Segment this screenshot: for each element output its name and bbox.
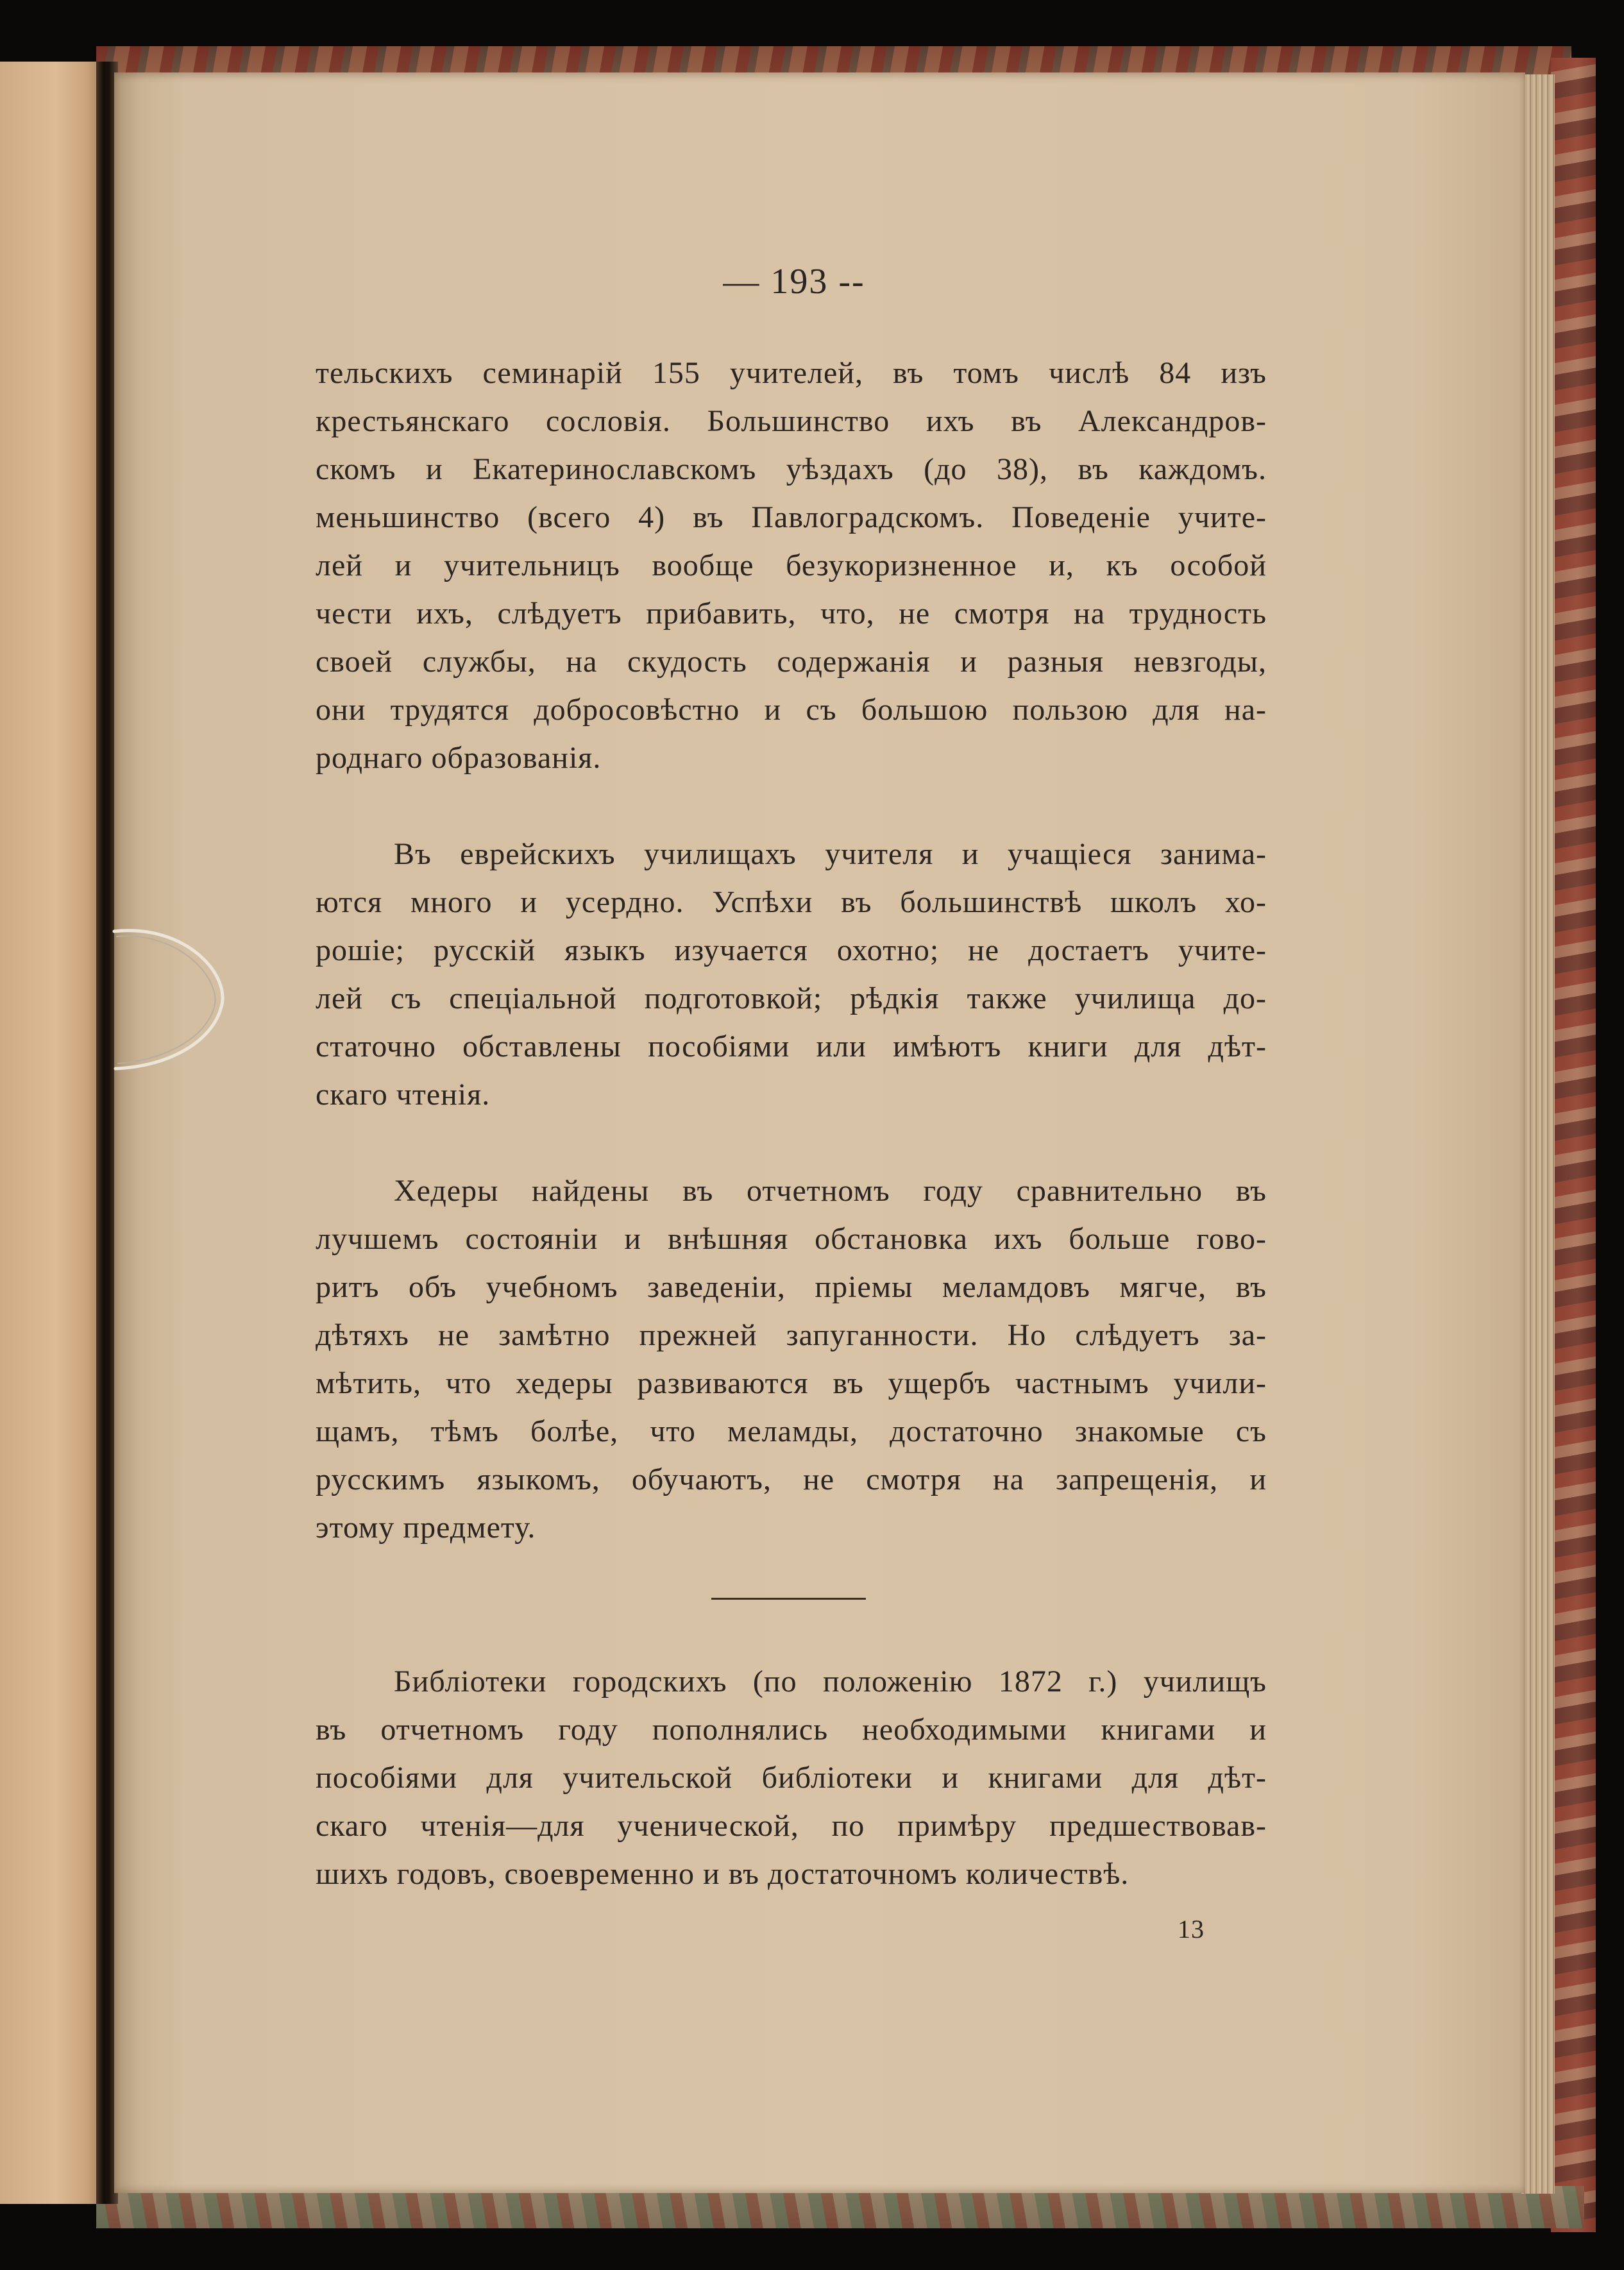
previous-page-edge: [0, 62, 103, 2204]
paragraph-seminary-teachers: [316, 349, 1267, 782]
text-line: шихъ годовъ, своевременно и въ достаточномъ количествѣ.: [316, 1857, 1129, 1891]
text-line: дѣтяхъ не замѣтно прежней запуганности. Но слѣдуетъ за-: [316, 1318, 1267, 1352]
text-line: пособіями для учительской библіотеки и книгами для дѣт-: [316, 1761, 1267, 1795]
text-line: въ отчетномъ году пополнялись необходимыми книгами и: [316, 1713, 1267, 1747]
text-line: Въ еврейскихъ училищахъ учителя и учащіеся занима-: [394, 837, 1267, 871]
text-line: своей службы, на скудость содержанія и разныя невзгоды,: [316, 645, 1267, 679]
text-line: русскимъ языкомъ, обучаютъ, не смотря на запрещенія, и: [316, 1462, 1267, 1496]
text-line: роднаго образованія.: [316, 741, 602, 775]
text-line: рошіе; русскій языкъ изучается охотно; не достаетъ учите-: [316, 933, 1267, 967]
text-line: скаго чтенія—для ученической, по примѣру предшествовав-: [316, 1809, 1267, 1843]
page-number-header: — 193 --: [723, 262, 865, 301]
text-line: мѣтить, что хедеры развиваются въ ущербъ частнымъ учили-: [316, 1366, 1267, 1400]
text-line: тельскихъ семинарій 155 учителей, въ томъ числѣ 84 изъ: [316, 356, 1267, 390]
text-line: ритъ объ учебномъ заведеніи, пріемы меламдовъ мягче, въ: [316, 1270, 1267, 1304]
paragraph-libraries: [316, 1657, 1267, 1898]
binding-thread: [103, 917, 244, 1084]
text-line: Хедеры найдены въ отчетномъ году сравнительно въ: [394, 1174, 1267, 1208]
text-line: скаго чтенія.: [316, 1078, 491, 1112]
text-line: лей съ спеціальной подготовкой; рѣдкія также училища до-: [316, 981, 1267, 1015]
text-line: лучшемъ состояніи и внѣшняя обстановка ихъ больше гово-: [316, 1222, 1267, 1256]
book-cover-right: [1551, 58, 1596, 2232]
section-divider: [711, 1598, 866, 1600]
text-line: крестьянскаго сословія. Большинство ихъ въ Александров-: [316, 404, 1267, 438]
paragraph-cheders: [316, 1167, 1267, 1552]
page-edges: [1521, 74, 1555, 2194]
text-line: они трудятся добросовѣстно и съ большою пользою для на-: [316, 693, 1267, 727]
text-line: меньшинство (всего 4) въ Павлоградскомъ. Поведеніе учите-: [316, 500, 1267, 534]
text-line: статочно обставлены пособіями или имѣютъ книги для дѣт-: [316, 1029, 1267, 1063]
text-line: Библіотеки городскихъ (по положенію 1872 г.) училищъ: [394, 1664, 1267, 1698]
signature-mark: 13: [1178, 1915, 1205, 1944]
text-line: лей и учительницъ вообще безукоризненное и, къ особой: [316, 548, 1267, 582]
text-line: этому предмету.: [316, 1511, 536, 1545]
text-line: ются много и усердно. Успѣхи въ большинствѣ школъ хо-: [316, 885, 1267, 919]
text-column: [316, 349, 1267, 1953]
text-line: скомъ и Екатеринославскомъ уѣздахъ (до 38), въ каждомъ.: [316, 452, 1267, 486]
paragraph-jewish-schools: [316, 830, 1267, 1119]
text-line: чести ихъ, слѣдуетъ прибавить, что, не смотря на трудность: [316, 597, 1267, 631]
text-line: щамъ, тѣмъ болѣе, что меламды, достаточно знакомые съ: [316, 1414, 1267, 1448]
